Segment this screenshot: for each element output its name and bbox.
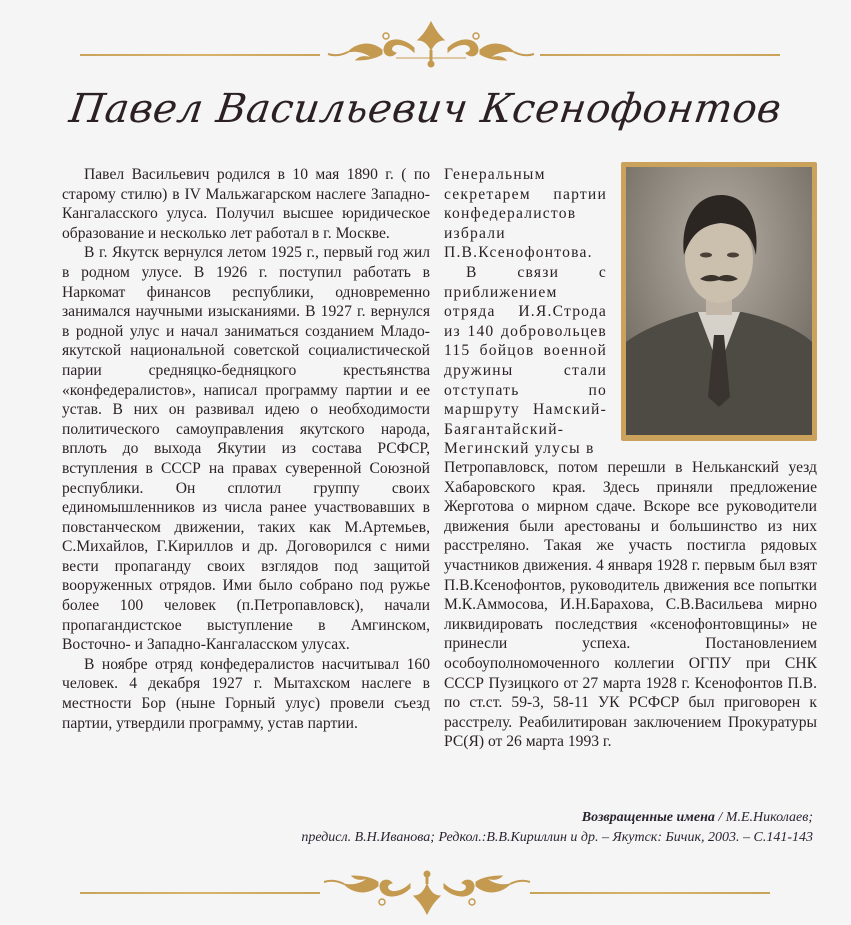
right-column-bottom [444,458,817,752]
bottom-ornament-icon [322,870,532,920]
portrait-figure-icon [626,167,812,435]
bottom-rule-right [530,892,770,894]
citation-book-title: Возвращенные имена [581,810,715,825]
right-column-top [444,165,607,459]
top-rule-left [80,54,320,56]
paragraph: Петропавловск, потом перешли в Нельканский уезд Хабаровского края. Здесь приняли предложение Жерготова о мирном сдаче. Вскоре все руководители движения были арестованы и большинство из них расстреляно. Такая же участь постигла рядовых участников движения. 4 января 1928 г. первым был взят П.В.Ксенофонтов, руководитель движения все попытки М.К.Аммосова, И.Н.Барахова, С.В.Васильева мирно ликвидировать последствия «ксенофонтовщины» не принесли успеха. Постановлением особоуполномоченного коллегии ОГПУ при СНК СССР Пузицкого от 27 марта 1928 г. Ксенофонтов П.В. по ст.ст. 59-3, 58-11 УК РСФСР был приговорен к расстрелу. Реабилитирован заключением Прокуратуры РС(Я) от 26 марта 1993 г. [444,459,817,751]
top-ornament-icon [326,18,536,68]
bottom-rule-left [80,892,320,894]
source-citation [301,808,813,848]
page-title: Павел Васильевич Ксенофонтов [66,86,785,132]
left-column [62,165,430,733]
portrait-photo [621,162,817,441]
paragraph: Генеральным секретарем партии конфедералистов избрали П.В.Ксенофонтова. [444,166,607,262]
paragraph: Павел Васильевич родился в 10 мая 1890 г. ( по старому стилю) в IV Мальжагарском наслеге Западно-Кангаласского улуса. Получил высшее юридическое образование и несколько лет работал в г. Москве. [62,166,430,242]
citation-line-1 [301,808,813,828]
citation-author: / М.Е.Николаев; [714,810,813,825]
top-rule-right [540,54,780,56]
citation-line-2: предисл. В.Н.Иванова; Редкол.:В.В.Кириллин и др. – Якутск: Бичик, 2003. – С.141-143 [301,830,813,845]
paragraph: В г. Якутск вернулся летом 1925 г., первый год жил в родном улусе. В 1926 г. поступил работать в Наркомат финансов республики, одновременно занимался научными изысканиями. В 1927 г. вернулся в родной улус и начал заниматься созданием Младо-якутской национальной советской социалистической парии средняцко-бедняцкого крестьянства «конфедералистов», написал программу партии и ее устав. В них он развивал идею о необходимости политического самоуправления якутского народа, вплоть до выхода Якутии из состава РСФСР, вступления в СССР на правах суверенной Союзной республики. Он сплотил группу своих единомышленников из числа ранее участвовавших в повстанческом движении, таких как М.Артемьев, С.Михайлов, Г.Кириллов и др. Договорился с ними вести пропаганду своих взглядов под защитой вооруженных отрядов. Ими было собрано под ружье более 100 человек (п.Петропавловск), начали пропагандистское выступление в Амгинском, Восточно- и Западно-Кангаласском улусах. [62,244,430,654]
paragraph: В связи с приближением отряда И.Я.Строда из 140 добровольцев 115 бойцов военной дружины стали отступать по маршруту Намский-Баягантайский-Мегинский улусы в [444,263,607,458]
portrait-image [626,167,812,435]
paragraph: В ноябре отряд конфедералистов насчитывал 160 человек. 4 декабря 1927 г. Мытахском наслеге в местности Бор (ныне Горный улус) провели съезд партии, утвердили программу, устав партии. [62,655,430,732]
